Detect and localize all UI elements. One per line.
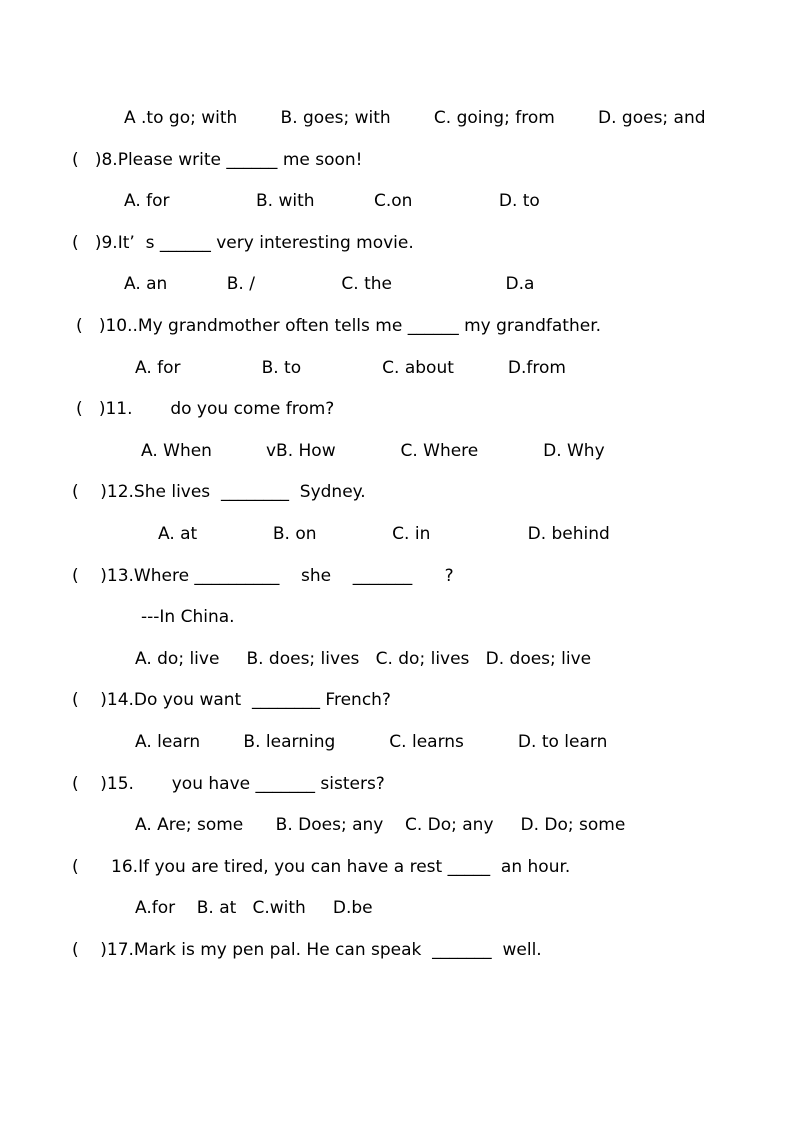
- question-13: ( )13.Where __________ she _______ ?: [72, 566, 454, 586]
- question-11: ( )11. do you come from?: [76, 399, 335, 419]
- question-14: ( )14.Do you want ________ French?: [72, 690, 391, 710]
- q11-options: A. When vB. How C. Where D. Why: [141, 441, 605, 461]
- q9-options: A. an B. / C. the D.a: [124, 274, 535, 294]
- question-8: ( )8.Please write ______ me soon!: [72, 150, 363, 170]
- q7-options: A .to go; with B. goes; with C. going; from D. goes; and: [124, 108, 706, 128]
- q16-options: A.for B. at C.with D.be: [135, 898, 373, 918]
- question-16: ( 16.If you are tired, you can have a rest _____ an hour.: [72, 857, 571, 877]
- question-12: ( )12.She lives ________ Sydney.: [72, 482, 366, 502]
- q8-options: A. for B. with C.on D. to: [124, 191, 540, 211]
- q15-options: A. Are; some B. Does; any C. Do; any D. Do; some: [135, 815, 626, 835]
- q12-options: A. at B. on C. in D. behind: [158, 524, 610, 544]
- q14-options: A. learn B. learning C. learns D. to learn: [135, 732, 608, 752]
- question-10: ( )10..My grandmother often tells me ______ my grandfather.: [76, 316, 602, 336]
- q13-options: A. do; live B. does; lives C. do; lives D. does; live: [135, 649, 592, 669]
- question-9: ( )9.It’ s ______ very interesting movie.: [72, 233, 414, 253]
- question-15: ( )15. you have _______ sisters?: [72, 774, 385, 794]
- q10-options: A. for B. to C. about D.from: [135, 358, 566, 378]
- question-17: ( )17.Mark is my pen pal. He can speak _______ well.: [72, 940, 542, 960]
- q13-answer: ---In China.: [141, 607, 235, 627]
